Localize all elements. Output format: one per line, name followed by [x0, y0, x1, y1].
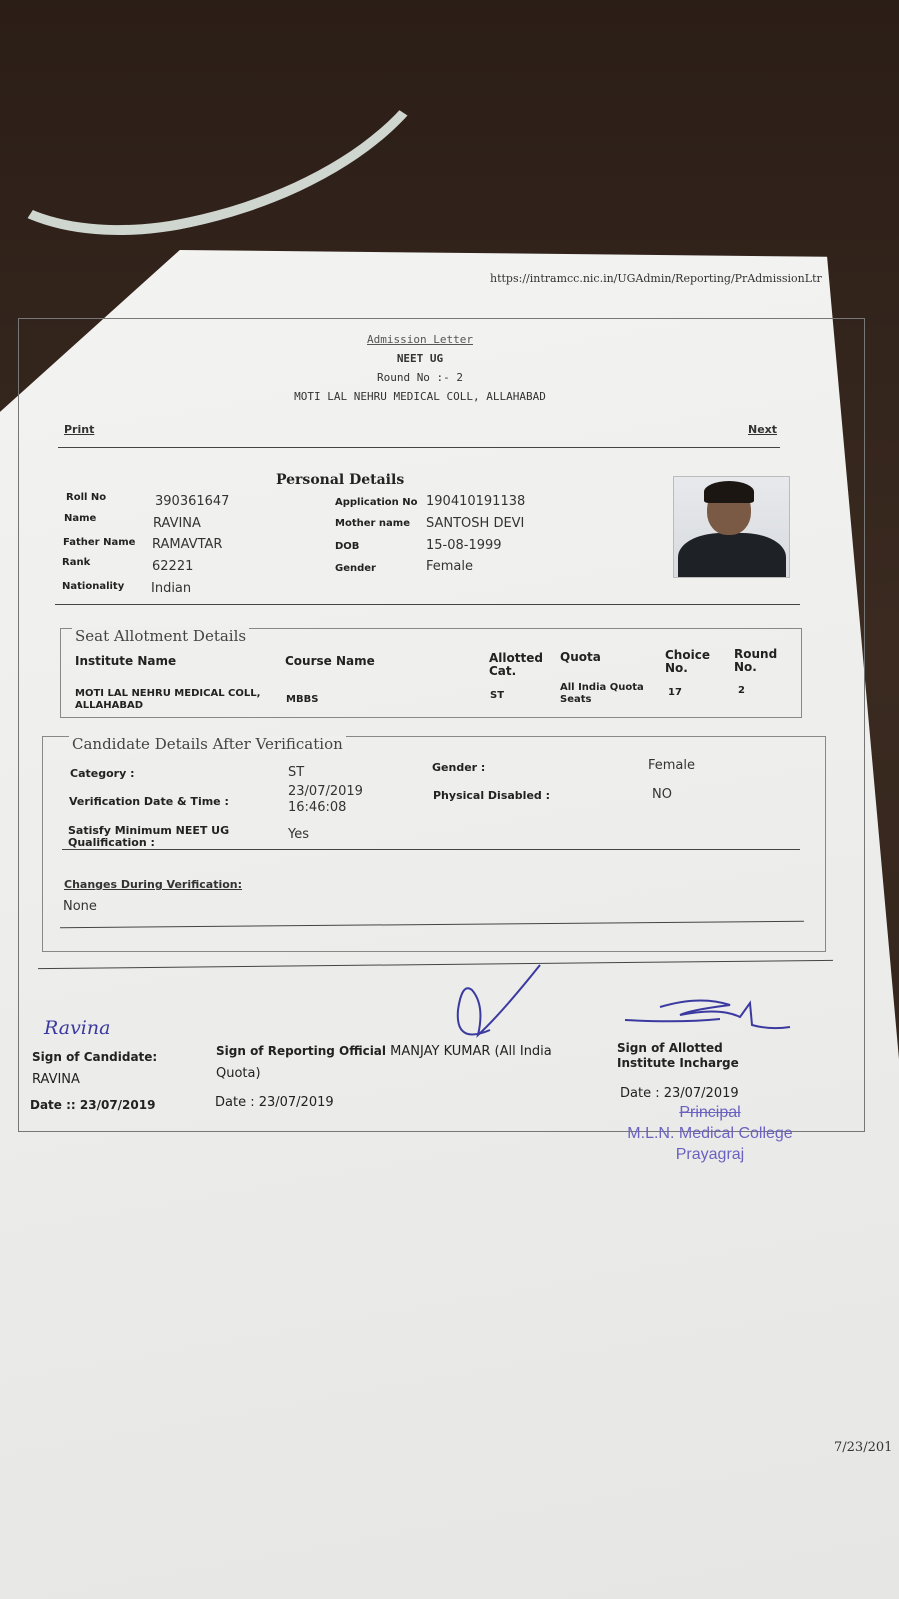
- cable: [0, 0, 484, 269]
- candidate-date: Date :: 23/07/2019: [30, 1098, 156, 1112]
- official-date: Date : 23/07/2019: [215, 1095, 334, 1110]
- verification-gender-label: Gender :: [432, 761, 486, 774]
- nationality-value: Indian: [151, 581, 192, 596]
- category-label: Category :: [70, 767, 135, 780]
- page-url: https://intramcc.nic.in/UGAdmin/Reporting/PrAdmissionLtr: [490, 272, 822, 285]
- candidate-name: RAVINA: [32, 1072, 80, 1087]
- name-label: Name: [64, 513, 97, 524]
- satisfy-label: Satisfy Minimum NEET UG Qualification :: [68, 824, 230, 849]
- verification-date-value: 23/07/2019 16:46:08: [288, 784, 363, 815]
- father-value: RAMAVTAR: [152, 537, 223, 552]
- divider: [62, 849, 800, 850]
- rank-value: 62221: [152, 559, 194, 574]
- exam-name: NEET UG: [396, 352, 444, 365]
- candidate-handwritten-name: Ravina: [44, 1017, 111, 1039]
- institute-signature: [620, 995, 800, 1040]
- stamp-line-1: Principal: [679, 1104, 741, 1121]
- print-link[interactable]: Print: [64, 423, 95, 436]
- next-link[interactable]: Next: [748, 423, 778, 436]
- personal-details-title: Personal Details: [276, 472, 405, 488]
- round-no: Round No :- 2: [376, 371, 464, 384]
- seat-allotment-legend: Seat Allotment Details: [72, 627, 249, 645]
- changes-value: None: [63, 899, 97, 914]
- corner-date: 7/23/201: [834, 1440, 893, 1455]
- category-value: ST: [288, 765, 305, 780]
- divider: [55, 604, 800, 605]
- cell-allotted: ST: [490, 690, 505, 701]
- letter-title: Admission Letter: [367, 333, 473, 346]
- mother-value: SANTOSH DEVI: [426, 516, 525, 531]
- father-label: Father Name: [63, 537, 136, 548]
- candidate-sign-label: Sign of Candidate:: [32, 1050, 158, 1064]
- verification-legend: Candidate Details After Verification: [69, 735, 346, 753]
- application-label: Application No: [335, 497, 418, 508]
- rank-label: Rank: [62, 557, 91, 568]
- gender-value: Female: [426, 559, 474, 574]
- stamp-line-2: M.L.N. Medical College: [627, 1125, 793, 1142]
- mother-label: Mother name: [335, 518, 410, 529]
- official-sign: [216, 1040, 596, 1085]
- col-institute: Institute Name: [75, 654, 177, 668]
- col-quota: Quota: [560, 650, 601, 664]
- college-name: MOTI LAL NEHRU MEDICAL COLL, ALLAHABAD: [294, 390, 546, 403]
- roll-no-value: 390361647: [155, 494, 230, 509]
- institute-date: Date : 23/07/2019: [620, 1086, 739, 1101]
- principal-stamp: [590, 1102, 830, 1165]
- col-allotted: Allotted Cat.: [489, 651, 543, 678]
- satisfy-value: Yes: [288, 827, 309, 842]
- institute-sign-label: Sign of Allotted Institute Incharge: [617, 1041, 739, 1070]
- gender-label: Gender: [335, 563, 376, 574]
- nationality-label: Nationality: [62, 581, 125, 592]
- cell-institute: MOTI LAL NEHRU MEDICAL COLL, ALLAHABAD: [75, 688, 261, 711]
- changes-label: Changes During Verification:: [64, 878, 243, 891]
- letter-header: [60, 318, 780, 406]
- cell-quota: All India Quota Seats: [560, 682, 644, 705]
- dob-label: DOB: [335, 541, 360, 552]
- roll-no-label: Roll No: [66, 492, 107, 503]
- cell-choice: 17: [668, 687, 682, 698]
- dob-value: 15-08-1999: [426, 538, 502, 553]
- divider: [58, 447, 780, 448]
- official-signature: [430, 960, 560, 1045]
- stamp-line-3: Prayagraj: [675, 1146, 745, 1163]
- col-round: Round No.: [734, 647, 778, 674]
- cell-round: 2: [738, 685, 745, 696]
- pd-value: NO: [652, 787, 672, 802]
- application-value: 190410191138: [426, 494, 526, 509]
- name-value: RAVINA: [153, 516, 201, 531]
- cell-course: MBBS: [286, 694, 319, 705]
- verification-gender-value: Female: [648, 758, 696, 773]
- official-sign-label: Sign of Reporting Official: [216, 1044, 387, 1058]
- pd-label: Physical Disabled :: [433, 789, 551, 802]
- col-course: Course Name: [285, 654, 375, 668]
- col-choice: Choice No.: [665, 648, 710, 675]
- verification-date-label: Verification Date & Time :: [69, 795, 229, 808]
- official-name: MANJAY KUMAR (All India Quota): [216, 1044, 552, 1081]
- candidate-photo: [673, 476, 790, 578]
